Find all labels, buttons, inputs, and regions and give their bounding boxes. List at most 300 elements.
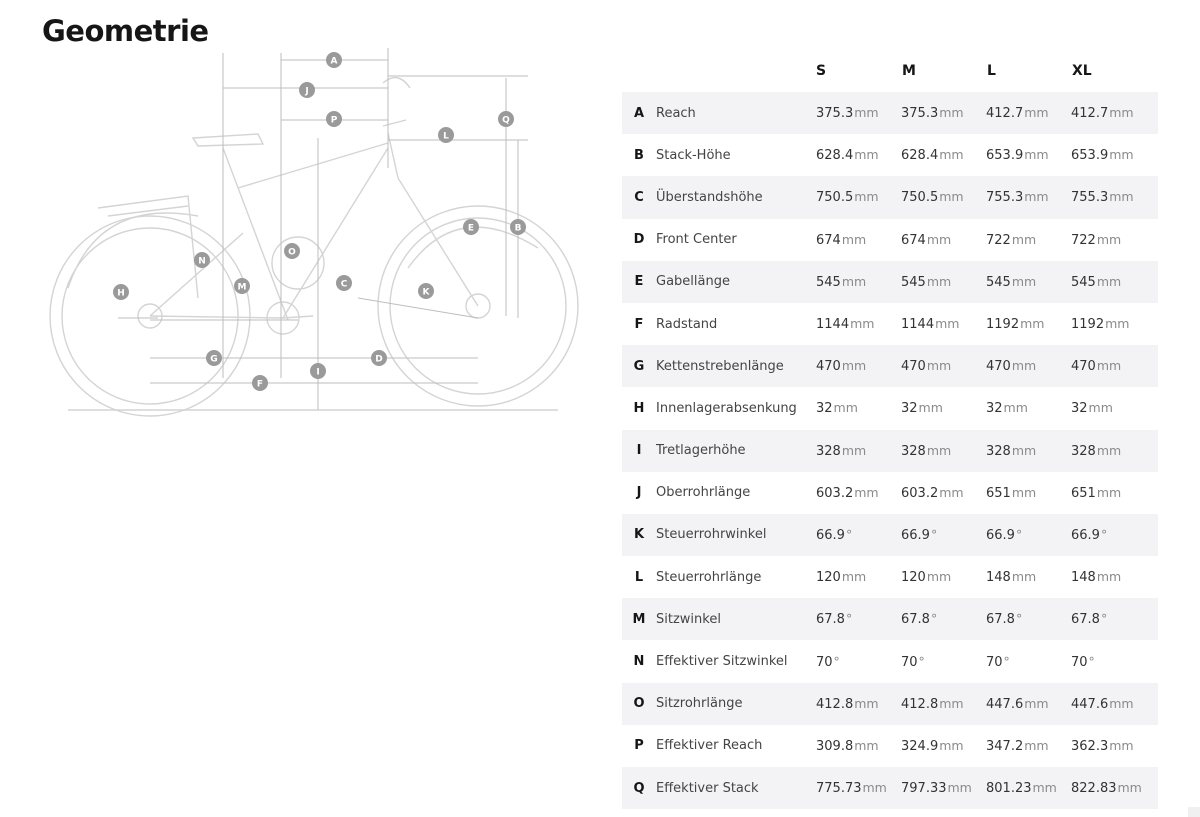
value-unit: mm — [854, 105, 879, 121]
value-unit: ° — [845, 611, 853, 627]
row-key: K — [633, 527, 645, 543]
value-number: 412.7 — [1071, 106, 1109, 122]
top-tube — [238, 143, 388, 188]
value-number: 722 — [986, 232, 1011, 248]
value-unit: mm — [1011, 358, 1037, 374]
svg-text:K: K — [422, 287, 430, 298]
svg-text:F: F — [256, 379, 264, 390]
value-number: 653.9 — [986, 148, 1024, 164]
dim-label-C — [336, 275, 352, 291]
table-row — [622, 345, 1158, 387]
svg-text:D: D — [375, 354, 383, 365]
saddle — [193, 134, 263, 146]
value-unit: mm — [926, 273, 952, 289]
dim-label-A — [326, 52, 342, 68]
dim-label-G — [206, 350, 222, 366]
value-unit: mm — [926, 442, 952, 458]
dim-label-O — [284, 243, 300, 259]
value-unit: mm — [926, 358, 952, 374]
value-cell — [901, 738, 986, 754]
table-body — [622, 92, 1158, 809]
value-cell — [1071, 316, 1156, 332]
value-unit: mm — [1117, 780, 1142, 796]
corner-mark — [1188, 807, 1200, 817]
value-cell — [901, 443, 986, 459]
svg-text:C: C — [340, 279, 348, 290]
dim-label-L — [438, 127, 454, 143]
value-unit: mm — [1088, 400, 1113, 416]
value-cell — [1071, 738, 1156, 754]
value-number: 328 — [901, 443, 926, 459]
dim-label-P — [326, 111, 342, 127]
kickstand — [283, 316, 313, 318]
dim-label-M — [234, 278, 250, 294]
row-key: I — [636, 443, 642, 459]
value-number: 750.5 — [816, 190, 854, 206]
row-name: Front Center — [656, 232, 737, 248]
value-number: 32 — [986, 401, 1003, 417]
row-name: Effektiver Sitzwinkel — [656, 654, 788, 670]
row-name: Oberrohrlänge — [656, 485, 751, 501]
table-row — [622, 683, 1158, 725]
value-unit: mm — [1003, 400, 1028, 416]
value-unit: mm — [1011, 231, 1037, 247]
row-key: B — [634, 147, 644, 163]
value-unit: ° — [930, 611, 938, 627]
table-row — [622, 134, 1158, 176]
svg-text:J: J — [305, 86, 309, 97]
row-name: Stack-Höhe — [656, 147, 731, 163]
value-cell — [986, 654, 1071, 670]
value-number: 755.3 — [986, 190, 1024, 206]
svg-text:I: I — [316, 367, 320, 378]
row-key: E — [634, 274, 644, 290]
value-number: 447.6 — [986, 696, 1024, 712]
value-number: 67.8 — [1071, 612, 1100, 628]
value-cell — [816, 696, 901, 712]
value-unit: ° — [1015, 526, 1023, 542]
value-number: 750.5 — [901, 190, 939, 206]
bike-geometry-diagram — [38, 48, 598, 418]
dim-label-E — [463, 219, 479, 235]
value-cell — [1071, 400, 1156, 416]
row-key: L — [634, 569, 644, 585]
value-cell — [986, 443, 1071, 459]
value-number: 447.6 — [1071, 696, 1109, 712]
row-name: Überstandshöhe — [656, 189, 763, 205]
value-number: 32 — [816, 401, 833, 417]
value-cell — [816, 527, 901, 543]
svg-text:O: O — [288, 247, 296, 258]
value-unit: ° — [833, 653, 840, 669]
value-unit: mm — [1096, 484, 1122, 500]
row-name: Kettenstrebenlänge — [656, 358, 784, 374]
value-unit: mm — [1024, 737, 1049, 753]
size-header-xl: XL — [1072, 63, 1092, 79]
value-unit: mm — [1011, 484, 1037, 500]
value-cell — [901, 274, 986, 290]
row-key: D — [633, 232, 645, 248]
value-number: 801.23 — [986, 781, 1032, 797]
value-cell — [986, 105, 1071, 121]
value-unit: mm — [850, 316, 875, 332]
value-number: 822.83 — [1071, 781, 1117, 797]
value-number: 362.3 — [1071, 738, 1109, 754]
value-number: 775.73 — [816, 781, 862, 797]
value-unit: mm — [1024, 147, 1049, 163]
value-unit: ° — [1100, 611, 1108, 627]
value-unit: mm — [1024, 695, 1049, 711]
value-unit: mm — [939, 105, 964, 121]
value-number: 324.9 — [901, 738, 939, 754]
dim-label-K — [418, 283, 434, 299]
value-unit: ° — [930, 526, 938, 542]
value-unit: ° — [1088, 653, 1095, 669]
value-unit: mm — [1096, 569, 1122, 585]
dim-label-H — [113, 284, 129, 300]
value-cell — [816, 780, 901, 796]
row-key: G — [633, 358, 645, 374]
value-number: 628.4 — [816, 148, 854, 164]
table-row — [622, 767, 1158, 809]
value-number: 70 — [816, 654, 833, 670]
value-number: 328 — [986, 443, 1011, 459]
value-cell — [986, 569, 1071, 585]
row-name: Innenlagerabsenkung — [656, 400, 797, 416]
row-name: Effektiver Reach — [656, 738, 763, 754]
value-number: 603.2 — [901, 485, 939, 501]
value-cell — [901, 232, 986, 248]
svg-text:N: N — [198, 256, 206, 267]
value-cell — [1071, 696, 1156, 712]
value-cell — [816, 274, 901, 290]
value-number: 412.8 — [901, 696, 939, 712]
table-row — [622, 261, 1158, 303]
value-unit: mm — [1032, 780, 1057, 796]
table-row — [622, 556, 1158, 598]
value-cell — [901, 780, 986, 796]
value-unit: mm — [918, 400, 943, 416]
row-name: Reach — [656, 105, 696, 121]
table-row — [622, 387, 1158, 429]
value-number: 653.9 — [1071, 148, 1109, 164]
value-unit: mm — [1020, 316, 1045, 332]
value-number: 1192 — [986, 317, 1020, 333]
value-number: 328 — [1071, 443, 1096, 459]
value-number: 1144 — [901, 317, 935, 333]
value-cell — [1071, 274, 1156, 290]
value-number: 412.8 — [816, 696, 854, 712]
value-unit: mm — [939, 484, 964, 500]
value-cell — [1071, 569, 1156, 585]
table-row — [622, 640, 1158, 682]
value-unit: mm — [939, 695, 964, 711]
value-unit: mm — [939, 147, 964, 163]
value-unit: mm — [1109, 695, 1134, 711]
value-number: 651 — [1071, 485, 1096, 501]
value-number: 32 — [901, 401, 918, 417]
row-name: Tretlagerhöhe — [656, 443, 746, 459]
value-cell — [986, 147, 1071, 163]
value-cell — [816, 400, 901, 416]
row-key: O — [633, 696, 645, 712]
value-cell — [986, 358, 1071, 374]
geometry-table — [622, 50, 1158, 809]
value-cell — [986, 780, 1071, 796]
value-cell — [901, 189, 986, 205]
value-cell — [1071, 147, 1156, 163]
value-cell — [986, 316, 1071, 332]
table-row — [622, 92, 1158, 134]
value-cell — [901, 654, 986, 670]
bike-geometry-svg — [38, 48, 598, 418]
value-number: 545 — [816, 274, 841, 290]
svg-text:P: P — [330, 115, 338, 126]
dim-label-I — [310, 363, 326, 379]
svg-text:H: H — [117, 288, 125, 299]
value-unit: mm — [939, 189, 964, 205]
value-number: 545 — [986, 274, 1011, 290]
value-cell — [901, 400, 986, 416]
value-number: 412.7 — [986, 106, 1024, 122]
value-cell — [816, 485, 901, 501]
row-key: N — [633, 654, 645, 670]
value-unit: mm — [926, 569, 952, 585]
down-tube — [283, 148, 388, 318]
chainstay — [150, 316, 283, 318]
row-key: P — [634, 738, 644, 754]
value-unit: mm — [862, 780, 887, 796]
row-name: Effektiver Stack — [656, 780, 759, 796]
value-number: 328 — [816, 443, 841, 459]
value-unit: mm — [854, 737, 879, 753]
value-cell — [901, 358, 986, 374]
value-cell — [986, 527, 1071, 543]
value-number: 67.8 — [986, 612, 1015, 628]
value-cell — [816, 189, 901, 205]
value-unit: mm — [841, 358, 867, 374]
value-unit: mm — [939, 737, 964, 753]
value-cell — [1071, 358, 1156, 374]
value-number: 67.8 — [901, 612, 930, 628]
dim-label-F — [252, 375, 268, 391]
value-cell — [901, 316, 986, 332]
value-number: 1192 — [1071, 317, 1105, 333]
row-key: F — [634, 316, 644, 332]
value-cell — [1071, 527, 1156, 543]
value-unit: mm — [1024, 189, 1049, 205]
value-unit: mm — [935, 316, 960, 332]
value-number: 603.2 — [816, 485, 854, 501]
value-unit: mm — [854, 189, 879, 205]
row-name: Sitzwinkel — [656, 611, 721, 627]
fork — [398, 178, 478, 306]
value-number: 70 — [901, 654, 918, 670]
value-unit: mm — [1011, 273, 1037, 289]
value-number: 797.33 — [901, 781, 947, 797]
value-number: 674 — [816, 232, 841, 248]
value-cell — [816, 316, 901, 332]
fender-rear — [68, 213, 198, 288]
size-header-m: M — [902, 63, 916, 79]
value-cell — [816, 105, 901, 121]
value-unit: mm — [1096, 231, 1122, 247]
value-unit: ° — [1015, 611, 1023, 627]
value-cell — [816, 569, 901, 585]
value-unit: mm — [841, 273, 867, 289]
value-cell — [1071, 443, 1156, 459]
value-cell — [816, 147, 901, 163]
value-number: 722 — [1071, 232, 1096, 248]
value-number: 148 — [1071, 570, 1096, 586]
value-unit: mm — [1109, 147, 1134, 163]
value-number: 32 — [1071, 401, 1088, 417]
value-cell — [901, 527, 986, 543]
value-cell — [901, 569, 986, 585]
value-unit: mm — [854, 695, 879, 711]
value-cell — [1071, 485, 1156, 501]
value-unit: mm — [1109, 737, 1134, 753]
table-row — [622, 303, 1158, 345]
value-number: 66.9 — [1071, 527, 1100, 543]
table-row — [622, 598, 1158, 640]
value-unit: mm — [1105, 316, 1130, 332]
value-number: 66.9 — [901, 527, 930, 543]
value-cell — [901, 696, 986, 712]
value-unit: mm — [947, 780, 972, 796]
value-cell — [816, 611, 901, 627]
value-cell — [816, 232, 901, 248]
dim-label-B — [510, 219, 526, 235]
value-cell — [1071, 189, 1156, 205]
value-cell — [901, 611, 986, 627]
dim-label-J — [299, 82, 315, 98]
seat-tube — [223, 148, 288, 320]
row-name: Steuerrohrlänge — [656, 569, 762, 585]
value-number: 755.3 — [1071, 190, 1109, 206]
dim-label-Q — [498, 111, 514, 127]
svg-text:B: B — [514, 223, 522, 234]
svg-text:E: E — [467, 223, 475, 234]
value-number: 309.8 — [816, 738, 854, 754]
value-number: 375.3 — [816, 106, 854, 122]
value-number: 1144 — [816, 317, 850, 333]
svg-text:G: G — [210, 354, 218, 365]
value-number: 66.9 — [816, 527, 845, 543]
value-number: 66.9 — [986, 527, 1015, 543]
value-unit: mm — [841, 442, 867, 458]
seatstay — [150, 233, 243, 316]
value-number: 347.2 — [986, 738, 1024, 754]
value-cell — [816, 654, 901, 670]
value-cell — [901, 105, 986, 121]
stem — [383, 120, 406, 126]
value-number: 651 — [986, 485, 1011, 501]
value-number: 470 — [986, 359, 1011, 375]
svg-text:L: L — [443, 131, 449, 142]
row-name: Gabellänge — [656, 274, 730, 290]
table-row — [622, 472, 1158, 514]
value-number: 470 — [1071, 359, 1096, 375]
row-name: Radstand — [656, 316, 718, 332]
value-cell — [986, 232, 1071, 248]
value-cell — [901, 147, 986, 163]
value-cell — [986, 485, 1071, 501]
value-number: 70 — [1071, 654, 1088, 670]
value-unit: mm — [1109, 105, 1134, 121]
value-cell — [1071, 105, 1156, 121]
value-number: 120 — [901, 570, 926, 586]
value-number: 120 — [816, 570, 841, 586]
table-row — [622, 219, 1158, 261]
value-unit: mm — [1096, 442, 1122, 458]
dim-label-N — [194, 252, 210, 268]
value-cell — [1071, 611, 1156, 627]
value-cell — [986, 611, 1071, 627]
value-unit: mm — [1096, 358, 1122, 374]
dim-label-D — [371, 350, 387, 366]
table-header — [622, 50, 1158, 92]
value-number: 545 — [1071, 274, 1096, 290]
row-name: Sitzrohrlänge — [656, 696, 743, 712]
value-cell — [816, 738, 901, 754]
handlebar — [383, 78, 410, 88]
value-unit: ° — [1003, 653, 1010, 669]
row-name: Steuerrohrwinkel — [656, 527, 767, 543]
value-unit: mm — [926, 231, 952, 247]
size-header-l: L — [987, 63, 996, 79]
table-row — [622, 514, 1158, 556]
svg-text:Q: Q — [502, 115, 510, 126]
row-key: J — [636, 485, 642, 501]
value-cell — [986, 274, 1071, 290]
value-unit: mm — [841, 569, 867, 585]
row-key: A — [633, 105, 645, 121]
value-number: 545 — [901, 274, 926, 290]
value-unit: mm — [841, 231, 867, 247]
value-cell — [986, 738, 1071, 754]
value-number: 470 — [901, 359, 926, 375]
svg-text:A: A — [330, 56, 338, 67]
row-key: Q — [633, 780, 645, 796]
value-cell — [1071, 654, 1156, 670]
value-unit: mm — [833, 400, 858, 416]
value-cell — [816, 358, 901, 374]
value-number: 67.8 — [816, 612, 845, 628]
value-number: 470 — [816, 359, 841, 375]
value-number: 674 — [901, 232, 926, 248]
value-cell — [816, 443, 901, 459]
value-unit: mm — [1011, 442, 1037, 458]
value-cell — [1071, 232, 1156, 248]
row-key: C — [634, 189, 644, 205]
value-cell — [1071, 780, 1156, 796]
table-row — [622, 725, 1158, 767]
value-unit: mm — [1024, 105, 1049, 121]
value-cell — [986, 400, 1071, 416]
value-unit: ° — [1100, 526, 1108, 542]
value-unit: ° — [918, 653, 925, 669]
table-row — [622, 430, 1158, 472]
value-number: 70 — [986, 654, 1003, 670]
value-unit: mm — [1096, 273, 1122, 289]
row-key: M — [632, 611, 646, 627]
value-unit: mm — [854, 484, 879, 500]
table-row — [622, 176, 1158, 218]
size-header-s: S — [816, 63, 827, 79]
value-unit: mm — [854, 147, 879, 163]
row-key: H — [633, 400, 645, 416]
